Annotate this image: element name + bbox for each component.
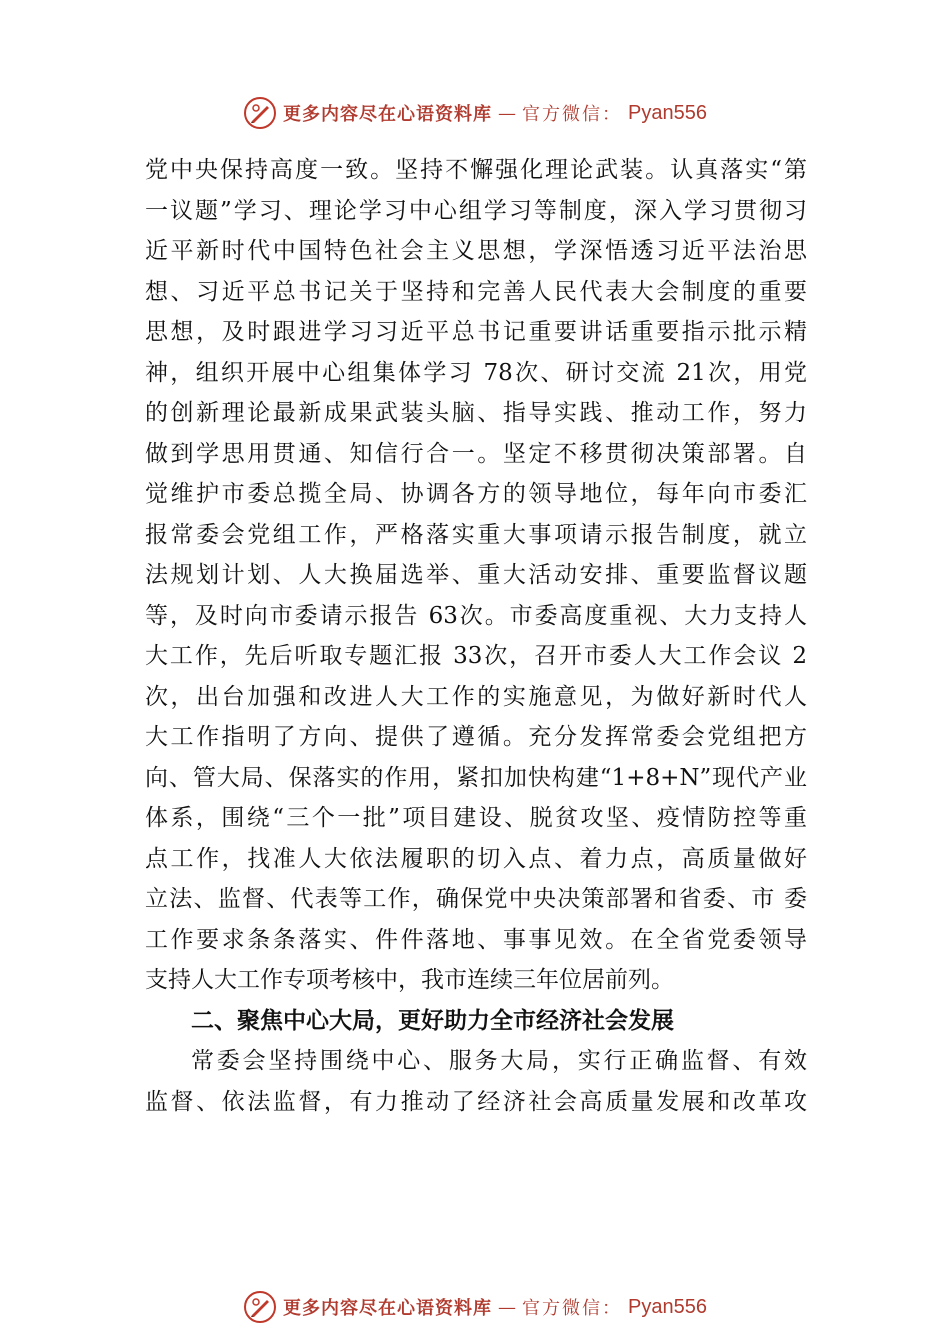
body-line: 工作要求条条落实、件件落地、事事见效。在全省党委领导 — [145, 926, 807, 953]
body-line: 觉维护市委总揽全局、协调各方的领导地位，每年向市委汇 — [145, 481, 807, 507]
body-line: 近平新时代中国特色社会主义思想，学深悟透习近平法治思 — [145, 238, 807, 264]
body-line: 点工作，找准人大依法履职的切入点、着力点，高质量做好 — [145, 845, 807, 872]
body-line: 向、管大局、保落实的作用，紧扣加快构建“1+8+N”现代产业 — [145, 764, 807, 791]
section-line: 常委会坚持围绕中心、服务大局，实行正确监督、有效 — [191, 1048, 807, 1074]
header-watermark — [0, 96, 950, 130]
body-line: 做到学思用贯通、知信行合一。坚定不移贯彻决策部署。自 — [145, 440, 807, 467]
section-heading: 二、聚焦中心大局，更好助力全市经济社会发展 — [191, 1007, 674, 1034]
body-line: 党中央保持高度一致。坚持不懈强化理论武装。认真落实“第 — [145, 157, 807, 183]
body-line: 立法、监督、代表等工作，确保党中央决策部署和省委、市 委 — [145, 886, 807, 912]
body-line: 次，出台加强和改进人大工作的实施意见，为做好新时代人 — [145, 683, 807, 710]
body-line: 报常委会党组工作，严格落实重大事项请示报告制度，就立 — [145, 521, 807, 548]
body-line: 神，组织开展中心组集体学习 78次、研讨交流 21次，用党 — [145, 359, 807, 386]
section-line: 监督、依法监督，有力推动了经济社会高质量发展和改革攻 — [145, 1088, 807, 1115]
watermark-official-label: 官方微信： — [522, 104, 623, 125]
watermark-official-label: 官方微信： — [522, 1298, 623, 1319]
pen-logo-icon — [243, 96, 277, 130]
pen-logo-icon — [243, 1290, 277, 1324]
watermark-wechat-id: Pyan556 — [628, 1295, 707, 1318]
document-body — [145, 150, 807, 1122]
body-line: 支持人大工作专项考核中，我市连续三年位居前列。 — [145, 967, 674, 993]
watermark-separator: — — [498, 102, 517, 124]
body-line: 想、习近平总书记关于坚持和完善人民代表大会制度的重要 — [145, 278, 807, 305]
body-line: 法规划计划、人大换届选举、重大活动安排、重要监督议题 — [145, 562, 807, 588]
watermark-wechat-id: Pyan556 — [628, 101, 707, 124]
watermark-brand: 更多内容尽在心语资料库 — [283, 1298, 493, 1319]
body-line: 一议题”学习、理论学习中心组学习等制度，深入学习贯彻习 — [145, 197, 807, 224]
body-line: 的创新理论最新成果武装头脑、指导实践、推动工作，努力 — [145, 400, 807, 426]
watermark-separator: — — [498, 1296, 517, 1318]
body-line: 体系，围绕“三个一批”项目建设、脱贫攻坚、疫情防控等重 — [145, 805, 807, 831]
body-line: 大工作，先后听取专题汇报 33次，召开市委人大工作会议 2 — [145, 643, 807, 669]
watermark-brand: 更多内容尽在心语资料库 — [283, 104, 493, 125]
body-line: 大工作指明了方向、提供了遵循。充分发挥常委会党组把方 — [145, 724, 807, 750]
body-line: 等，及时向市委请示报告 63次。市委高度重视、大力支持人 — [145, 602, 807, 629]
body-line: 思想，及时跟进学习习近平总书记重要讲话重要指示批示精 — [145, 319, 807, 345]
footer-watermark — [0, 1290, 950, 1324]
